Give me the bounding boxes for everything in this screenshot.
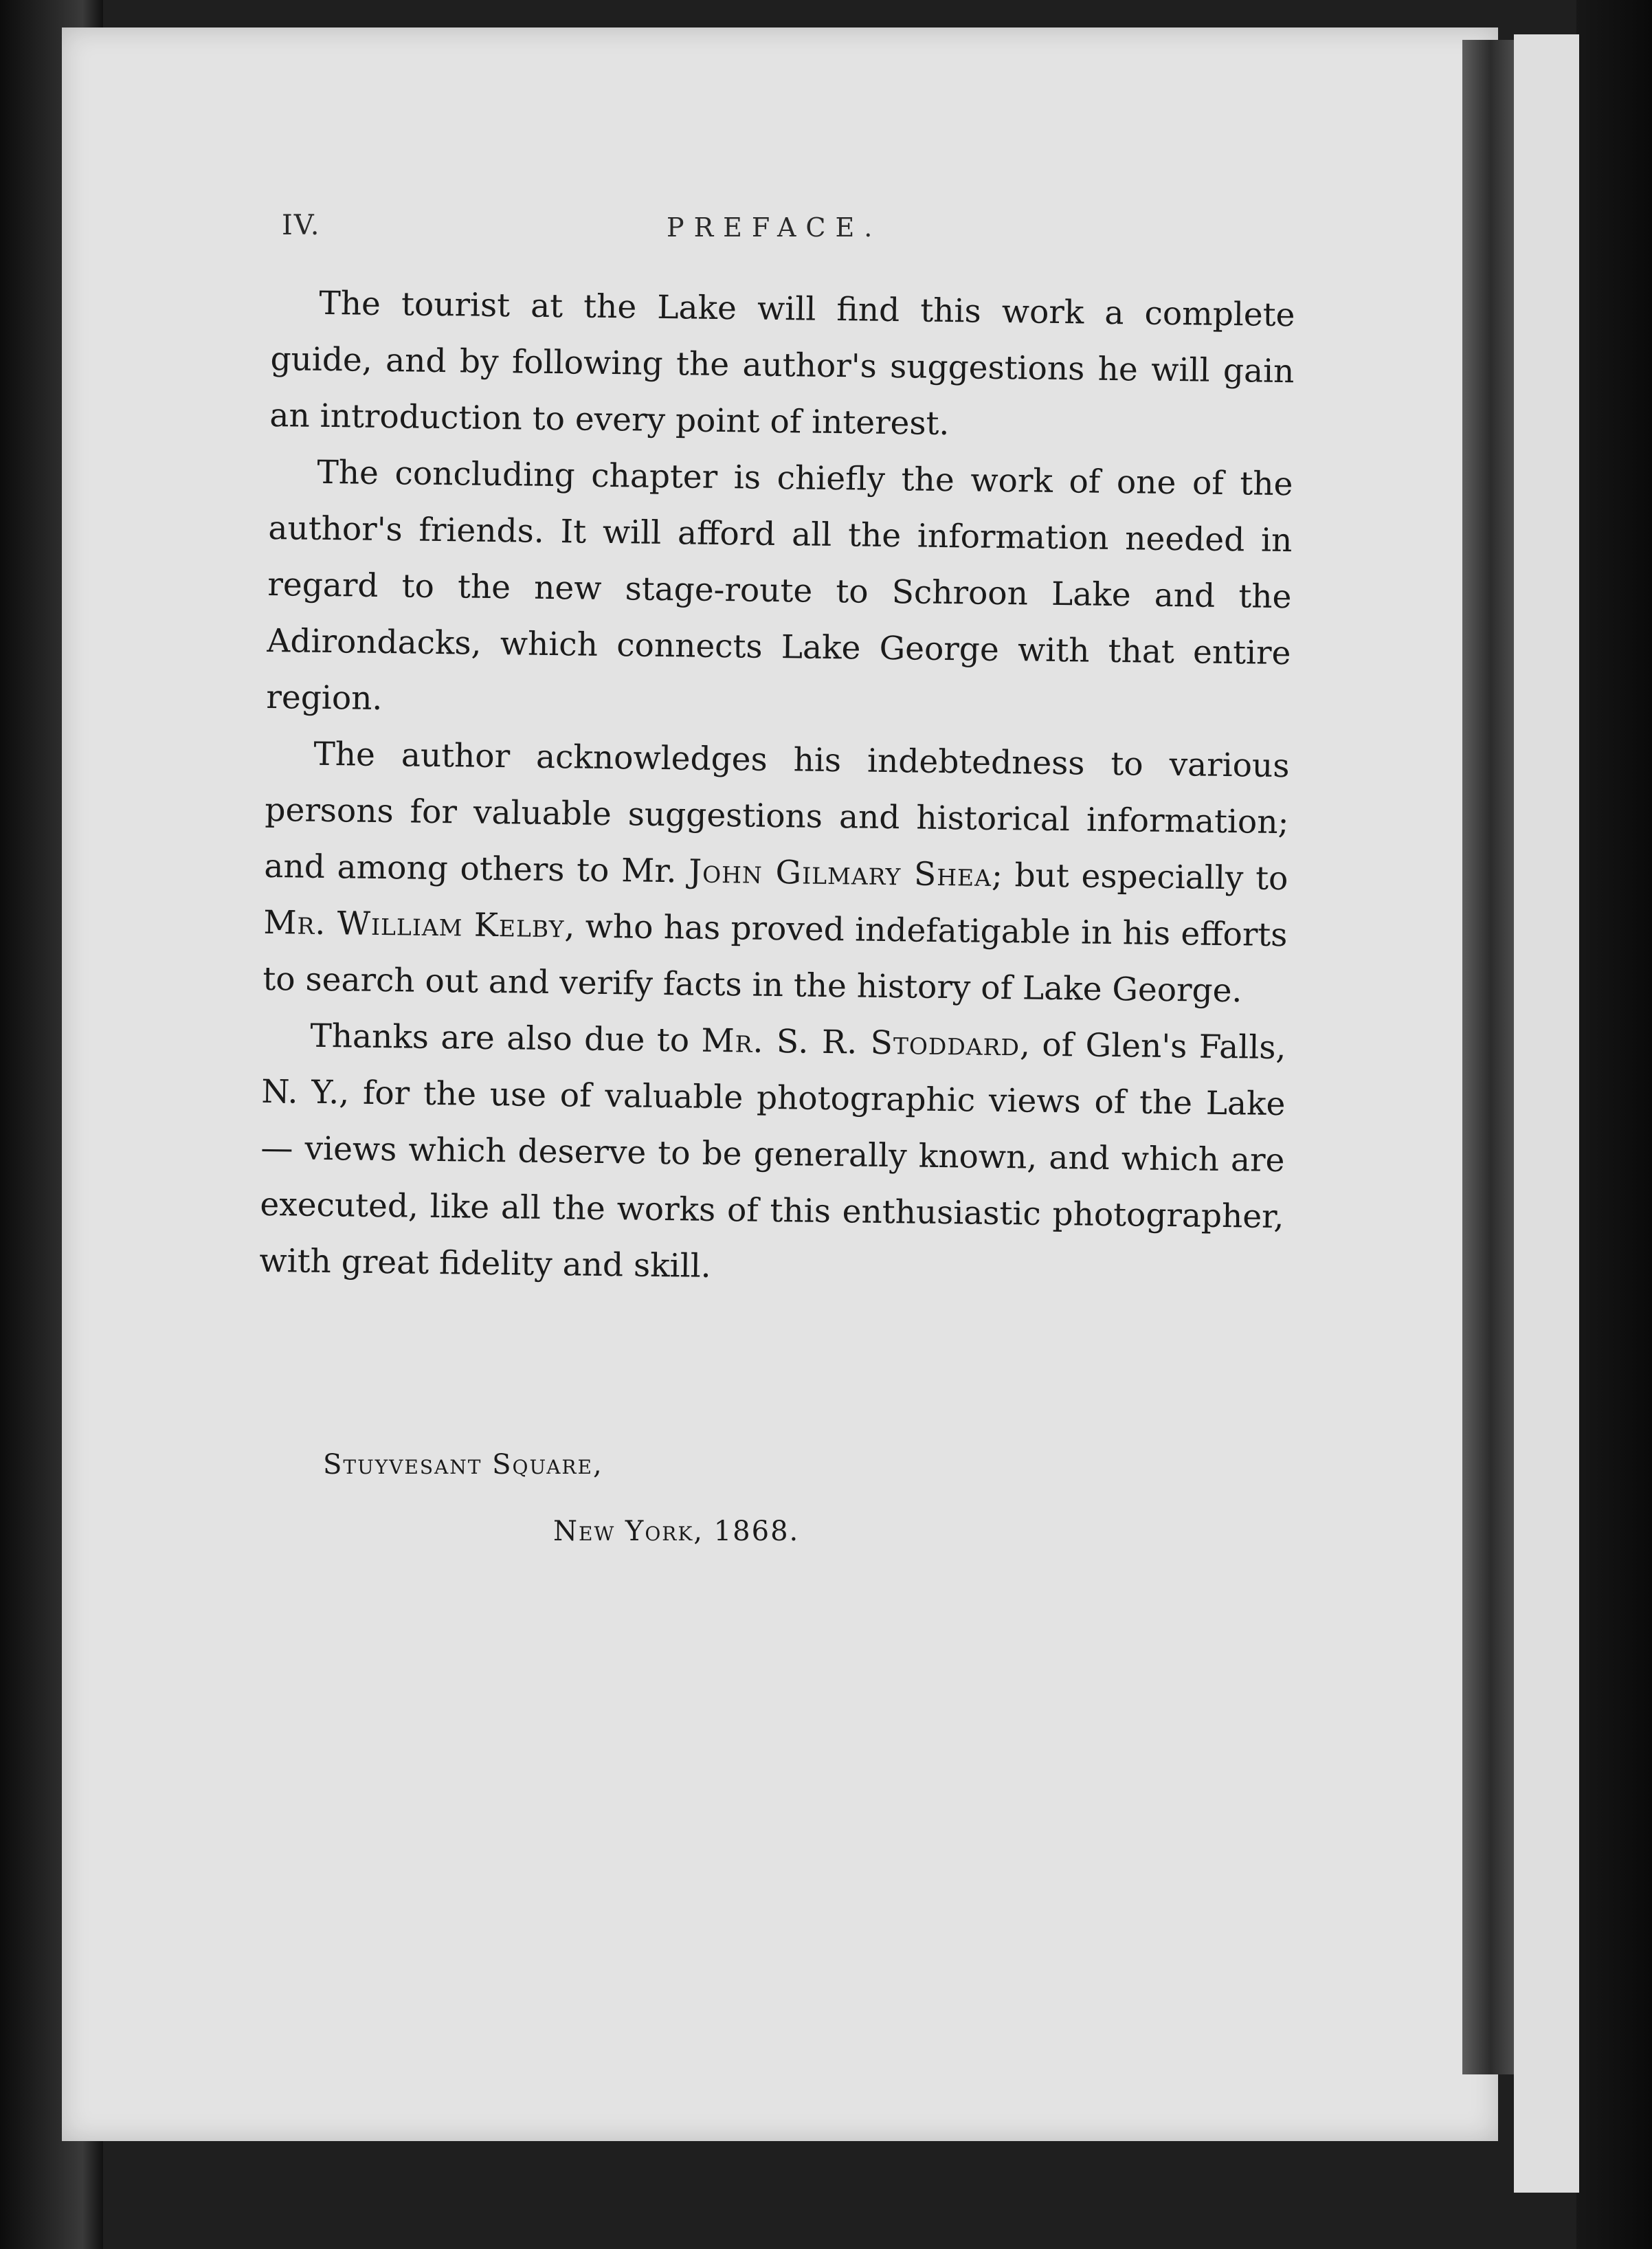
- page-number: IV.: [282, 210, 321, 241]
- preface-paragraph: [259, 1008, 1286, 1302]
- paragraph-text: Thanks are also due to: [310, 1017, 702, 1060]
- preface-body: [259, 275, 1295, 1302]
- paragraph-text: The author acknowledges his indebtedness to various persons for valuable suggestions and historical information; and among others to Mr.: [264, 735, 1290, 891]
- adjacent-page-edge: [1514, 34, 1579, 2193]
- running-title: PREFACE.: [667, 212, 882, 243]
- preface-paragraph: [263, 726, 1290, 1020]
- paragraph-text: The concluding chapter is chiefly the work of one of the author's friends. It will afford all the information needed in regard to the new stage-route to Schroon Lake and the Adirondacks, which connects Lake George with that entire region.: [266, 453, 1293, 718]
- person-name: John Gilmary Shea: [688, 852, 992, 894]
- page-gutter-shadow: [1462, 40, 1514, 2074]
- paragraph-text: , of Glen's Falls, N. Y., for the use of valuable photographic views of the Lake — views which deserve to be generally known, and which are executed, like all the works of this enthusiastic photographer, with great fidelity and skill.: [259, 1026, 1286, 1285]
- paragraph-text: ; but especially to: [991, 856, 1288, 898]
- preface-paragraph: [269, 275, 1295, 456]
- scan-border-right: [1576, 0, 1652, 2249]
- paragraph-text: The tourist at the Lake will find this work a complete guide, and by following the author's suggestions he will gain an introduction to every point of interest.: [269, 284, 1295, 443]
- signature-city-date: New York, 1868.: [553, 1516, 800, 1547]
- signature-place: Stuyvesant Square,: [323, 1449, 603, 1481]
- page-header: [282, 210, 1313, 251]
- person-name: Mr. William Kelby: [263, 903, 565, 946]
- paragraph-text: , who has proved indefatigable in his efforts to search out and verify facts in the history of Lake George.: [263, 907, 1288, 1010]
- person-name: Mr. S. R. Stoddard: [701, 1021, 1020, 1064]
- preface-paragraph: [266, 444, 1293, 738]
